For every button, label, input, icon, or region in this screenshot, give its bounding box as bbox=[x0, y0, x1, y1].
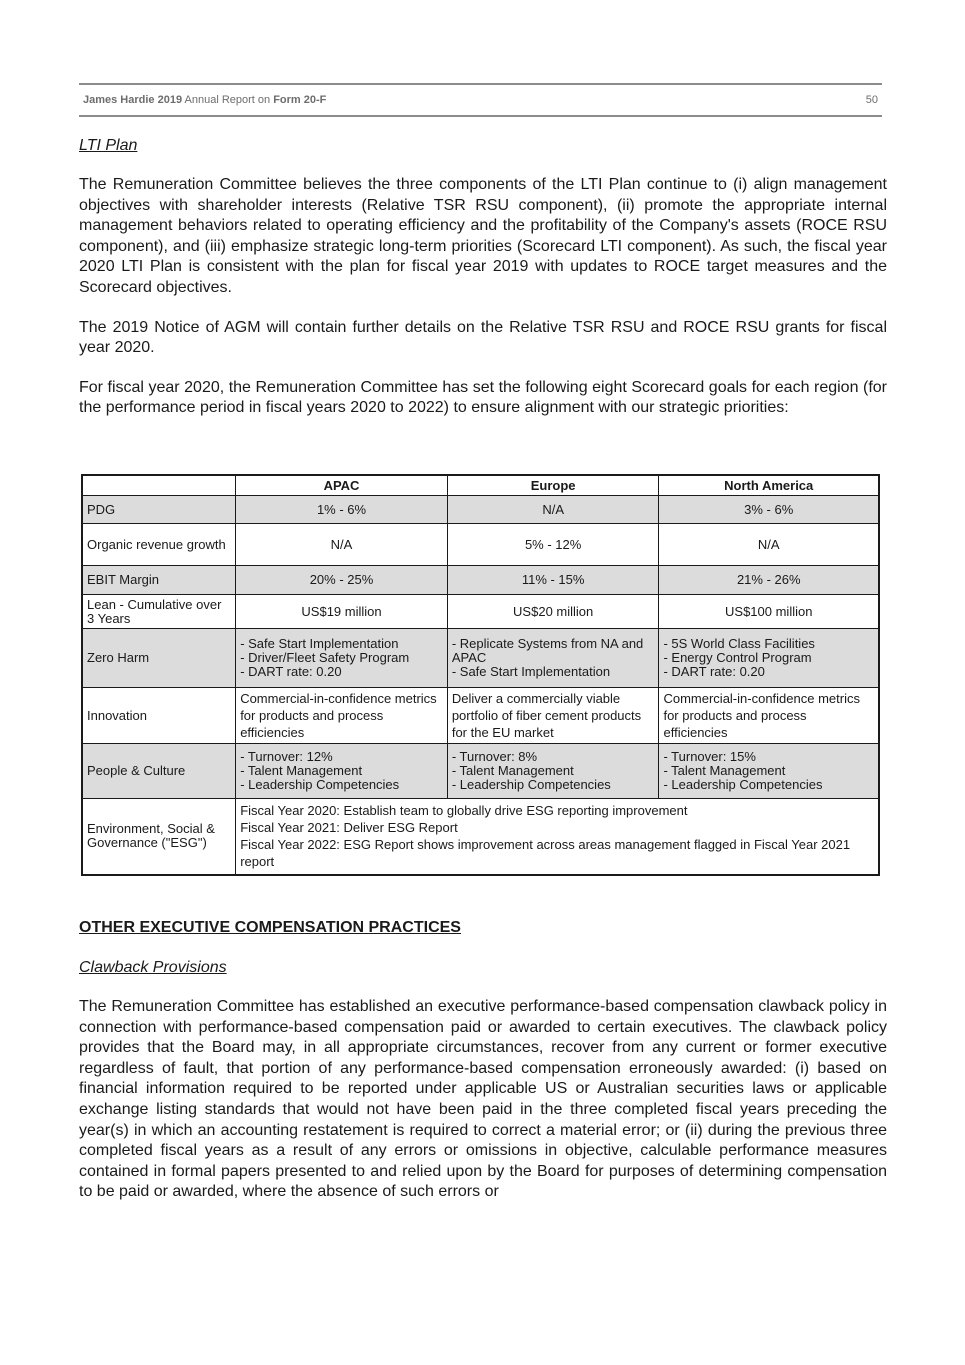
clawback-subheading: Clawback Provisions bbox=[79, 959, 227, 976]
cell-europe bbox=[447, 744, 659, 799]
cell-apac: Commercial-in-confidence metrics for products and process efficiencies bbox=[236, 688, 448, 744]
cell-apac: N/A bbox=[236, 524, 448, 566]
cell-line: Fiscal Year 2020: Establish team to globally drive ESG reporting improvement bbox=[240, 803, 688, 819]
row-label: Zero Harm bbox=[82, 629, 236, 688]
row-label: People & Culture bbox=[82, 744, 236, 799]
cell-north-america bbox=[659, 629, 879, 688]
cell-line: - 5S World Class Facilities bbox=[663, 636, 815, 651]
header-empty bbox=[82, 475, 236, 496]
cell-all-regions bbox=[236, 799, 879, 875]
other-practices-heading: OTHER EXECUTIVE COMPENSATION PRACTICES bbox=[79, 919, 461, 936]
cell-north-america: 3% - 6% bbox=[659, 496, 879, 524]
cell-line: - Talent Management bbox=[240, 763, 363, 778]
cell-line: - Safe Start Implementation bbox=[240, 636, 399, 651]
cell-europe bbox=[447, 629, 659, 688]
table-row bbox=[82, 688, 879, 744]
page-header bbox=[79, 83, 882, 117]
table-row bbox=[82, 595, 879, 629]
cell-line: Fiscal Year 2022: ESG Report shows improvement across areas management flagged in Fiscal Year 2021 report bbox=[240, 837, 851, 870]
cell-north-america: 21% - 26% bbox=[659, 566, 879, 595]
cell-line: - Leadership Competencies bbox=[451, 777, 611, 792]
cell-line: - Leadership Competencies bbox=[663, 777, 823, 792]
table-header-row bbox=[82, 475, 879, 496]
cell-line: - Safe Start Implementation bbox=[451, 664, 611, 679]
page-number: 50 bbox=[865, 94, 878, 106]
cell-europe: US$20 million bbox=[447, 595, 659, 629]
cell-north-america: Commercial-in-confidence metrics for products and process efficiencies bbox=[659, 688, 879, 744]
cell-line: - Talent Management bbox=[663, 763, 786, 778]
table-row bbox=[82, 524, 879, 566]
report-title bbox=[83, 94, 326, 106]
lti-paragraph-1: The Remuneration Committee believes the three components of the LTI Plan continue to (i) align management objectives with shareholder interests (Relative TSR RSU component), (ii) promote the appropriate internal management behaviors related to operating efficiency and the profitability of the Company's assets (ROCE RSU component), and (iii) emphasize strategic long-term priorities (Scorecard LTI component). As such, the fiscal year 2020 LTI Plan is consistent with the plan for fiscal year 2019 with updates to ROCE target measures and the Scorecard objectives. bbox=[79, 176, 887, 296]
cell-line: - Leadership Competencies bbox=[240, 777, 400, 792]
cell-north-america: US$100 million bbox=[659, 595, 879, 629]
form-name: Form 20-F bbox=[273, 94, 327, 106]
cell-line: - Turnover: 12% bbox=[240, 749, 333, 764]
cell-north-america: N/A bbox=[659, 524, 879, 566]
cell-europe: Deliver a commercially viable portfolio of fiber cement products for the EU market bbox=[447, 688, 659, 744]
clawback-paragraph: The Remuneration Committee has established an executive performance-based compensation clawback policy in connection with performance-based compensation paid or awarded to certain executives. The clawback policy provides that the Board may, in all appropriate circumstances, recover from any current or former executive regardless of fault, that portion of any performance-based compensation erroneously awarded: (i) based on financial information required to be reported under applicable US or Australian securities laws or applicable exchange listing standards that would not have been paid in the three completed fiscal years preceding the year(s) in which an accounting restatement is required to correct a material error; or (ii) during the previous three completed fiscal years as a result of any errors or omissions in objective, calculable performance measures contained in formal papers presented to and relied upon by the Board for purposes of determining compensation to be paid or awarded, where the absence of such errors or bbox=[79, 998, 887, 1201]
cell-line: - DART rate: 0.20 bbox=[663, 664, 765, 679]
cell-apac: 20% - 25% bbox=[236, 566, 448, 595]
header-north-america: North America bbox=[659, 475, 879, 496]
other-practices-section bbox=[79, 916, 887, 1203]
cell-line: - Energy Control Program bbox=[663, 650, 812, 665]
page-body bbox=[79, 134, 887, 419]
cell-line: - Replicate Systems from NA and APAC bbox=[451, 636, 644, 665]
company-name: James Hardie 2019 bbox=[83, 94, 183, 106]
cell-line: - DART rate: 0.20 bbox=[240, 664, 342, 679]
scorecard-goals-table bbox=[81, 474, 880, 876]
cell-line: - Driver/Fleet Safety Program bbox=[240, 650, 410, 665]
report-title-mid: Annual Report on bbox=[182, 94, 274, 106]
table-row bbox=[82, 566, 879, 595]
cell-line: Fiscal Year 2021: Deliver ESG Report bbox=[240, 820, 458, 836]
header-europe: Europe bbox=[447, 475, 659, 496]
row-label: Organic revenue growth bbox=[82, 524, 236, 566]
cell-europe: 11% - 15% bbox=[447, 566, 659, 595]
cell-europe: N/A bbox=[447, 496, 659, 524]
row-label: Innovation bbox=[82, 688, 236, 744]
table-row bbox=[82, 799, 879, 875]
cell-apac bbox=[236, 629, 448, 688]
lti-plan-heading: LTI Plan bbox=[79, 137, 138, 154]
row-label: PDG bbox=[82, 496, 236, 524]
cell-north-america bbox=[659, 744, 879, 799]
cell-europe: 5% - 12% bbox=[447, 524, 659, 566]
table-row bbox=[82, 744, 879, 799]
row-label: EBIT Margin bbox=[82, 566, 236, 595]
lti-paragraph-3: For fiscal year 2020, the Remuneration Committee has set the following eight Scorecard goals for each region (for the performance period in fiscal years 2020 to 2022) to ensure alignment with our strategic priorities: bbox=[79, 378, 887, 417]
header-apac: APAC bbox=[236, 475, 448, 496]
cell-line: - Turnover: 8% bbox=[451, 749, 538, 764]
table-row bbox=[82, 496, 879, 524]
cell-line: - Talent Management bbox=[451, 763, 574, 778]
cell-apac: US$19 million bbox=[236, 595, 448, 629]
cell-apac bbox=[236, 744, 448, 799]
table-row bbox=[82, 629, 879, 688]
cell-apac: 1% - 6% bbox=[236, 496, 448, 524]
cell-line: - Turnover: 15% bbox=[663, 749, 756, 764]
row-label: Lean - Cumulative over 3 Years bbox=[82, 595, 236, 629]
lti-paragraph-2: The 2019 Notice of AGM will contain further details on the Relative TSR RSU and ROCE RSU grants for fiscal year 2020. bbox=[79, 318, 887, 357]
row-label: Environment, Social & Governance ("ESG") bbox=[82, 799, 236, 875]
